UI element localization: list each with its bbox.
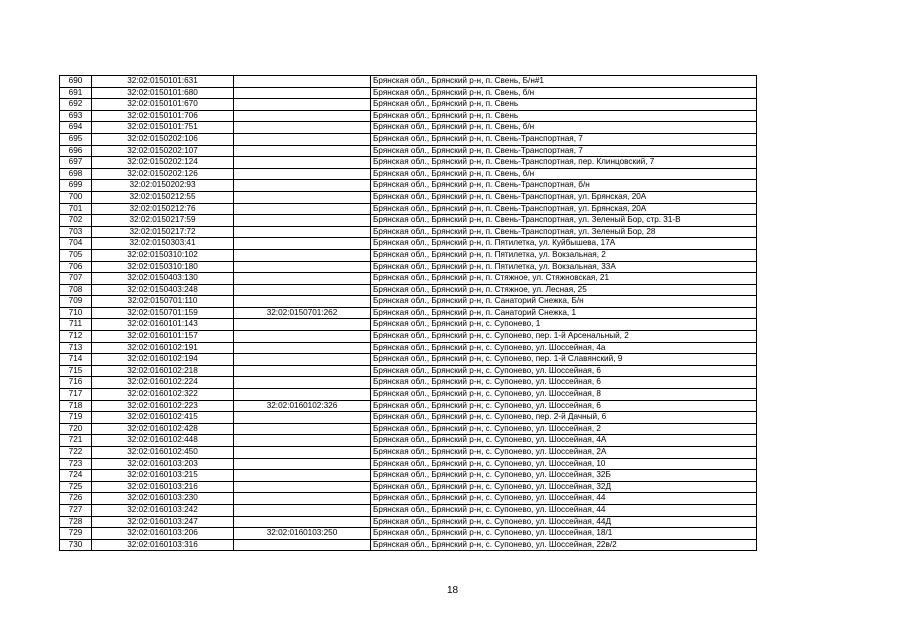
linked-cadastral-number-cell (234, 539, 371, 551)
address-cell: Брянская обл., Брянский р-н, с. Супонево, 1 (371, 319, 757, 331)
table-row (60, 528, 757, 540)
row-number-cell: 701 (60, 203, 92, 215)
address-cell: Брянская обл., Брянский р-н, п. Санаторий Снежка, 1 (371, 307, 757, 319)
cadastral-number-cell: 32:02:0160101:143 (92, 319, 234, 331)
linked-cadastral-number-cell (234, 145, 371, 157)
table-row (60, 180, 757, 192)
linked-cadastral-number-cell (234, 365, 371, 377)
table-row (60, 504, 757, 516)
cadastral-number-cell: 32:02:0150202:93 (92, 180, 234, 192)
address-cell: Брянская обл., Брянский р-н, с. Супонево, ул. Шоссейная, 4а (371, 342, 757, 354)
row-number-cell: 712 (60, 331, 92, 343)
row-number-cell: 691 (60, 87, 92, 99)
cadastral-number-cell: 32:02:0160102:224 (92, 377, 234, 389)
cadastral-number-cell: 32:02:0160103:242 (92, 504, 234, 516)
cadastral-number-cell: 32:02:0150403:130 (92, 273, 234, 285)
row-number-cell: 697 (60, 157, 92, 169)
address-cell: Брянская обл., Брянский р-н, с. Супонево, пер. 1-й Арсенальный, 2 (371, 331, 757, 343)
table-row (60, 273, 757, 285)
linked-cadastral-number-cell (234, 493, 371, 505)
row-number-cell: 722 (60, 447, 92, 459)
linked-cadastral-number-cell (234, 273, 371, 285)
row-number-cell: 726 (60, 493, 92, 505)
cadastral-number-cell: 32:02:0160102:428 (92, 423, 234, 435)
address-cell: Брянская обл., Брянский р-н, п. Свень-Транспортная, 7 (371, 133, 757, 145)
cadastral-number-cell: 32:02:0160101:157 (92, 331, 234, 343)
table-row (60, 284, 757, 296)
address-cell: Брянская обл., Брянский р-н, с. Супонево, ул. Шоссейная, 44Д (371, 516, 757, 528)
row-number-cell: 708 (60, 284, 92, 296)
linked-cadastral-number-cell: 32:02:0160103:250 (234, 528, 371, 540)
table-row (60, 539, 757, 551)
table-row (60, 215, 757, 227)
row-number-cell: 713 (60, 342, 92, 354)
row-number-cell: 690 (60, 76, 92, 88)
address-cell: Брянская обл., Брянский р-н, с. Супонево, ул. Шоссейная, 44 (371, 504, 757, 516)
table-row (60, 447, 757, 459)
table-row (60, 87, 757, 99)
linked-cadastral-number-cell (234, 261, 371, 273)
row-number-cell: 700 (60, 191, 92, 203)
cadastral-number-cell: 32:02:0150202:106 (92, 133, 234, 145)
linked-cadastral-number-cell (234, 458, 371, 470)
row-number-cell: 711 (60, 319, 92, 331)
property-register-table (59, 75, 757, 551)
cadastral-number-cell: 32:02:0150701:159 (92, 307, 234, 319)
address-cell: Брянская обл., Брянский р-н, с. Супонево, ул. Шоссейная, 2А (371, 447, 757, 459)
table-row (60, 319, 757, 331)
address-cell: Брянская обл., Брянский р-н, п. Свень, б/н (371, 87, 757, 99)
linked-cadastral-number-cell (234, 389, 371, 401)
linked-cadastral-number-cell (234, 516, 371, 528)
cadastral-number-cell: 32:02:0160103:215 (92, 470, 234, 482)
page-number: 18 (446, 585, 459, 596)
linked-cadastral-number-cell (234, 191, 371, 203)
address-cell: Брянская обл., Брянский р-н, п. Пятилетка, ул. Вокзальная, 33А (371, 261, 757, 273)
row-number-cell: 724 (60, 470, 92, 482)
table-row (60, 122, 757, 134)
cadastral-number-cell: 32:02:0150101:751 (92, 122, 234, 134)
linked-cadastral-number-cell (234, 481, 371, 493)
table-row (60, 389, 757, 401)
cadastral-number-cell: 32:02:0150202:107 (92, 145, 234, 157)
linked-cadastral-number-cell (234, 180, 371, 192)
table-row (60, 238, 757, 250)
table-row (60, 296, 757, 308)
linked-cadastral-number-cell (234, 504, 371, 516)
linked-cadastral-number-cell (234, 238, 371, 250)
cadastral-number-cell: 32:02:0160103:247 (92, 516, 234, 528)
row-number-cell: 703 (60, 226, 92, 238)
cadastral-number-cell: 32:02:0160103:230 (92, 493, 234, 505)
row-number-cell: 719 (60, 412, 92, 424)
address-cell: Брянская обл., Брянский р-н, п. Свень-Транспортная, пер. Клинцовский, 7 (371, 157, 757, 169)
address-cell: Брянская обл., Брянский р-н, с. Супонево, ул. Шоссейная, 4А (371, 435, 757, 447)
table-row (60, 470, 757, 482)
linked-cadastral-number-cell (234, 226, 371, 238)
linked-cadastral-number-cell (234, 447, 371, 459)
table-row (60, 516, 757, 528)
row-number-cell: 699 (60, 180, 92, 192)
address-cell: Брянская обл., Брянский р-н, п. Свень-Транспортная, ул. Зеленый Бор, стр. 31-В (371, 215, 757, 227)
linked-cadastral-number-cell (234, 215, 371, 227)
address-cell: Брянская обл., Брянский р-н, п. Свень-Транспортная, ул. Брянская, 20А (371, 203, 757, 215)
linked-cadastral-number-cell (234, 249, 371, 261)
cadastral-number-cell: 32:02:0160102:191 (92, 342, 234, 354)
linked-cadastral-number-cell (234, 168, 371, 180)
cadastral-number-cell: 32:02:0150217:59 (92, 215, 234, 227)
address-cell: Брянская обл., Брянский р-н, с. Супонево, пер. 2-й Дачный, 6 (371, 412, 757, 424)
linked-cadastral-number-cell: 32:02:0150701:262 (234, 307, 371, 319)
table-row (60, 249, 757, 261)
address-cell: Брянская обл., Брянский р-н, с. Супонево, пер. 1-й Славянский, 9 (371, 354, 757, 366)
linked-cadastral-number-cell (234, 284, 371, 296)
address-cell: Брянская обл., Брянский р-н, п. Свень, б/н (371, 122, 757, 134)
row-number-cell: 707 (60, 273, 92, 285)
cadastral-number-cell: 32:02:0150403:248 (92, 284, 234, 296)
row-number-cell: 725 (60, 481, 92, 493)
address-cell: Брянская обл., Брянский р-н, п. Свень-Транспортная, ул. Брянская, 20А (371, 191, 757, 203)
linked-cadastral-number-cell (234, 296, 371, 308)
row-number-cell: 698 (60, 168, 92, 180)
register-table-body (60, 76, 757, 551)
cadastral-number-cell: 32:02:0150212:55 (92, 191, 234, 203)
table-row (60, 76, 757, 88)
address-cell: Брянская обл., Брянский р-н, с. Супонево, ул. Шоссейная, 18/1 (371, 528, 757, 540)
cadastral-number-cell: 32:02:0160102:218 (92, 365, 234, 377)
linked-cadastral-number-cell (234, 435, 371, 447)
linked-cadastral-number-cell (234, 423, 371, 435)
row-number-cell: 723 (60, 458, 92, 470)
linked-cadastral-number-cell (234, 76, 371, 88)
linked-cadastral-number-cell (234, 412, 371, 424)
address-cell: Брянская обл., Брянский р-н, п. Свень-Транспортная, б/н (371, 180, 757, 192)
table-row (60, 493, 757, 505)
linked-cadastral-number-cell (234, 99, 371, 111)
address-cell: Брянская обл., Брянский р-н, п. Свень-Транспортная, ул. Зеленый Бор, 28 (371, 226, 757, 238)
row-number-cell: 705 (60, 249, 92, 261)
linked-cadastral-number-cell (234, 157, 371, 169)
cadastral-number-cell: 32:02:0150101:670 (92, 99, 234, 111)
table-row (60, 481, 757, 493)
linked-cadastral-number-cell: 32:02:0160102:326 (234, 400, 371, 412)
table-row (60, 157, 757, 169)
row-number-cell: 717 (60, 389, 92, 401)
table-row (60, 191, 757, 203)
row-number-cell: 704 (60, 238, 92, 250)
address-cell: Брянская обл., Брянский р-н, с. Супонево, ул. Шоссейная, 8 (371, 389, 757, 401)
table-row (60, 145, 757, 157)
row-number-cell: 709 (60, 296, 92, 308)
cadastral-number-cell: 32:02:0160103:206 (92, 528, 234, 540)
linked-cadastral-number-cell (234, 331, 371, 343)
cadastral-number-cell: 32:02:0150202:124 (92, 157, 234, 169)
linked-cadastral-number-cell (234, 133, 371, 145)
table-row (60, 354, 757, 366)
address-cell: Брянская обл., Брянский р-н, п. Санаторий Снежка, Б/н (371, 296, 757, 308)
row-number-cell: 720 (60, 423, 92, 435)
row-number-cell: 694 (60, 122, 92, 134)
linked-cadastral-number-cell (234, 470, 371, 482)
cadastral-number-cell: 32:02:0150101:706 (92, 110, 234, 122)
table-row (60, 458, 757, 470)
address-cell: Брянская обл., Брянский р-н, с. Супонево, ул. Шоссейная, 10 (371, 458, 757, 470)
cadastral-number-cell: 32:02:0160102:322 (92, 389, 234, 401)
address-cell: Брянская обл., Брянский р-н, с. Супонево, ул. Шоссейная, 32Б (371, 470, 757, 482)
table-row (60, 331, 757, 343)
row-number-cell: 702 (60, 215, 92, 227)
cadastral-number-cell: 32:02:0160102:448 (92, 435, 234, 447)
cadastral-number-cell: 32:02:0150101:631 (92, 76, 234, 88)
address-cell: Брянская обл., Брянский р-н, п. Стяжное, ул. Стяжновская, 21 (371, 273, 757, 285)
address-cell: Брянская обл., Брянский р-н, с. Супонево, ул. Шоссейная, 32Д (371, 481, 757, 493)
row-number-cell: 728 (60, 516, 92, 528)
table-row (60, 226, 757, 238)
linked-cadastral-number-cell (234, 377, 371, 389)
row-number-cell: 706 (60, 261, 92, 273)
table-row (60, 203, 757, 215)
cadastral-number-cell: 32:02:0150202:126 (92, 168, 234, 180)
row-number-cell: 695 (60, 133, 92, 145)
address-cell: Брянская обл., Брянский р-н, с. Супонево, ул. Шоссейная, 22в/2 (371, 539, 757, 551)
cadastral-number-cell: 32:02:0150310:180 (92, 261, 234, 273)
row-number-cell: 718 (60, 400, 92, 412)
linked-cadastral-number-cell (234, 203, 371, 215)
address-cell: Брянская обл., Брянский р-н, п. Свень, б/н (371, 168, 757, 180)
table-row (60, 435, 757, 447)
row-number-cell: 716 (60, 377, 92, 389)
address-cell: Брянская обл., Брянский р-н, п. Свень (371, 99, 757, 111)
row-number-cell: 710 (60, 307, 92, 319)
cadastral-number-cell: 32:02:0150101:680 (92, 87, 234, 99)
cadastral-number-cell: 32:02:0160102:223 (92, 400, 234, 412)
cadastral-number-cell: 32:02:0160102:194 (92, 354, 234, 366)
cadastral-number-cell: 32:02:0150217:72 (92, 226, 234, 238)
row-number-cell: 696 (60, 145, 92, 157)
table-row (60, 423, 757, 435)
row-number-cell: 715 (60, 365, 92, 377)
address-cell: Брянская обл., Брянский р-н, п. Свень, Б/н#1 (371, 76, 757, 88)
linked-cadastral-number-cell (234, 354, 371, 366)
linked-cadastral-number-cell (234, 87, 371, 99)
linked-cadastral-number-cell (234, 122, 371, 134)
row-number-cell: 714 (60, 354, 92, 366)
address-cell: Брянская обл., Брянский р-н, п. Пятилетка, ул. Вокзальная, 2 (371, 249, 757, 261)
address-cell: Брянская обл., Брянский р-н, с. Супонево, ул. Шоссейная, 6 (371, 400, 757, 412)
row-number-cell: 729 (60, 528, 92, 540)
address-cell: Брянская обл., Брянский р-н, п. Свень-Транспортная, 7 (371, 145, 757, 157)
cadastral-number-cell: 32:02:0160102:415 (92, 412, 234, 424)
table-row (60, 400, 757, 412)
table-row (60, 342, 757, 354)
row-number-cell: 727 (60, 504, 92, 516)
row-number-cell: 693 (60, 110, 92, 122)
row-number-cell: 692 (60, 99, 92, 111)
address-cell: Брянская обл., Брянский р-н, с. Супонево, ул. Шоссейная, 6 (371, 377, 757, 389)
table-row (60, 99, 757, 111)
cadastral-number-cell: 32:02:0150212:76 (92, 203, 234, 215)
cadastral-number-cell: 32:02:0150701:110 (92, 296, 234, 308)
address-cell: Брянская обл., Брянский р-н, с. Супонево, ул. Шоссейная, 6 (371, 365, 757, 377)
cadastral-number-cell: 32:02:0150310:102 (92, 249, 234, 261)
linked-cadastral-number-cell (234, 319, 371, 331)
cadastral-number-cell: 32:02:0160102:450 (92, 447, 234, 459)
address-cell: Брянская обл., Брянский р-н, с. Супонево, ул. Шоссейная, 44 (371, 493, 757, 505)
address-cell: Брянская обл., Брянский р-н, п. Стяжное, ул. Лесная, 25 (371, 284, 757, 296)
cadastral-number-cell: 32:02:0160103:203 (92, 458, 234, 470)
table-row (60, 377, 757, 389)
table-row (60, 133, 757, 145)
linked-cadastral-number-cell (234, 110, 371, 122)
table-row (60, 168, 757, 180)
table-row (60, 261, 757, 273)
table-row (60, 365, 757, 377)
row-number-cell: 730 (60, 539, 92, 551)
cadastral-number-cell: 32:02:0160103:316 (92, 539, 234, 551)
cadastral-number-cell: 32:02:0160103:216 (92, 481, 234, 493)
linked-cadastral-number-cell (234, 342, 371, 354)
address-cell: Брянская обл., Брянский р-н, п. Свень (371, 110, 757, 122)
table-row (60, 307, 757, 319)
cadastral-number-cell: 32:02:0150303:41 (92, 238, 234, 250)
table-row (60, 412, 757, 424)
row-number-cell: 721 (60, 435, 92, 447)
address-cell: Брянская обл., Брянский р-н, п. Пятилетка, ул. Куйбышева, 17А (371, 238, 757, 250)
address-cell: Брянская обл., Брянский р-н, с. Супонево, ул. Шоссейная, 2 (371, 423, 757, 435)
table-row (60, 110, 757, 122)
